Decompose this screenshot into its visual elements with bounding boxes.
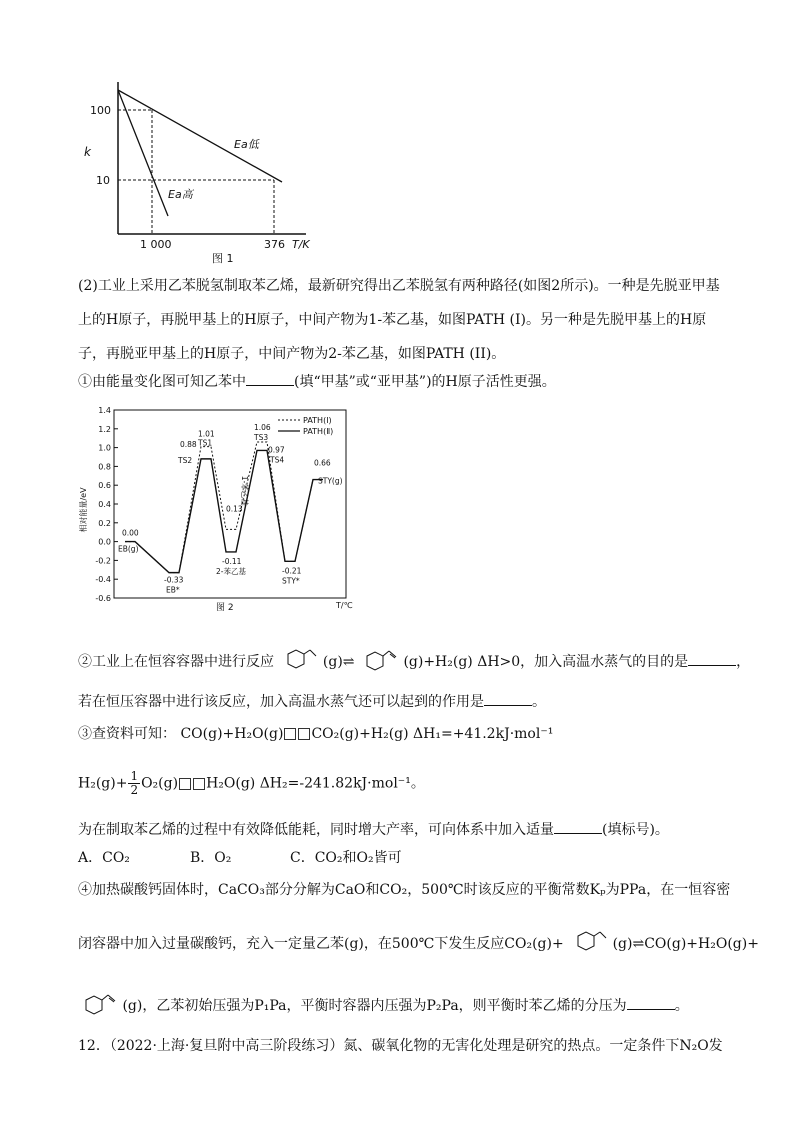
fig1-xlabel: T/K [292, 238, 310, 251]
equilibrium-icon [284, 728, 296, 740]
equilibrium-icon [298, 728, 310, 740]
q4-text-end: 。 [674, 998, 689, 1014]
q3-ask-a: 为在制取苯乙烯的过程中有效降低能耗，同时增大产率，可向体系中加入适量 [78, 822, 554, 838]
question-3-options [78, 848, 402, 868]
q2-text-b: (g)⇌ [322, 654, 355, 670]
question-3-eq2 [78, 770, 425, 797]
chart2-ytick-label: 1.0 [98, 443, 111, 453]
chart2-label-ts2_val: 0.88 [180, 439, 197, 449]
legend-path-1: PATH(Ⅰ) [303, 416, 332, 425]
chart2-label-styp: STY* [282, 576, 300, 586]
chart2-ytick-label: -0.4 [95, 575, 111, 585]
q1-text-b: (填“甲基”或“亚甲基”)的H原子活性更强。 [294, 374, 556, 390]
q3-eq2-end: 。 [410, 775, 425, 792]
fig1-ytick-10: 10 [96, 174, 110, 187]
question-4-line1: ④加热碳酸钙固体时，CaCO₃部分分解为CaO和CO₂，500℃时该反应的平衡常数Kₚ为PPa，在一恒容密 [78, 882, 731, 898]
fig1-xtick-376: 376 [264, 238, 285, 251]
q2-text-a: ②工业上在恒容容器中进行反应 [78, 654, 274, 670]
chart2-caption: 图 2 [216, 603, 234, 613]
chart2-label-int1_val: 0.13 [226, 504, 243, 514]
q2-answer-blank-2[interactable] [484, 693, 532, 706]
q3-answer-blank[interactable] [554, 821, 602, 834]
chart2-label-ts3: TS3 [254, 432, 269, 442]
chart2-label-ebp: EB* [166, 585, 180, 595]
chart2-label-ts2: TS2 [178, 455, 193, 465]
q2-text-l2-end: 。 [532, 694, 546, 710]
chart2-label-ts3_val: 1.06 [254, 422, 271, 432]
ethylbenzene-structure [278, 648, 318, 676]
chart2-ylabel: 相对能量/eV [79, 487, 88, 533]
chart2-label-int1-name: 1-苯乙基 [240, 475, 249, 506]
question-3-ask [78, 820, 669, 840]
q1-text-a: ①由能量变化图可知乙苯中 [78, 374, 246, 390]
chart2-ytick-label: 0.4 [98, 500, 111, 509]
fig1-xtick-1000: 1 000 [140, 238, 172, 251]
fig1-ylabel: k [84, 145, 91, 159]
question-1 [78, 372, 556, 392]
q2-text-c: (g)+H₂(g) ΔH>0，加入高温水蒸气的目的是 [403, 654, 689, 670]
q2-text-l2: 若在恒压容器中进行该反应，加入高温水蒸气还可以起到的作用是 [78, 694, 484, 710]
figure-1 [78, 72, 328, 268]
q3-eq2c: H₂O(g) ΔH₂=-241.82kJ·mol⁻¹ [206, 775, 411, 792]
chart2-label-eb_val: 0.00 [122, 528, 139, 538]
question-4-line2 [78, 930, 759, 958]
fig1-line-low [118, 90, 282, 182]
para2-line1: (2)工业上采用乙苯脱氢制取苯乙烯，最新研究得出乙苯脱氢有两种路径(如图2所示)。一种是先脱亚甲基 [78, 278, 720, 294]
option-b[interactable]: B．O₂ [190, 850, 232, 866]
q1-answer-blank[interactable] [246, 373, 294, 386]
fig1-label-high: Ea高 [168, 188, 193, 201]
chart2-ytick-label: -0.2 [95, 556, 111, 566]
q3-eq2b: O₂(g) [141, 775, 179, 792]
chart2-series-path2 [125, 450, 323, 572]
q3-intro: ③查资料可知： [78, 726, 176, 742]
equilibrium-icon [193, 778, 205, 790]
q3-eq2a: H₂(g)+ [78, 775, 128, 792]
chart2-ytick-label: 1.4 [98, 406, 111, 415]
question-2-line2 [78, 692, 546, 712]
q2-text-end: ， [736, 654, 751, 670]
q4-text-a: 闭容器中加入过量碳酸钙，充入一定量乙苯(g)，在500℃下发生反应CO₂(g)+ [78, 936, 564, 952]
chart2-label-int2_val: -0.11 [222, 556, 242, 566]
q4-answer-blank[interactable] [627, 997, 675, 1010]
figure-2-energy-chart [78, 400, 368, 618]
fig1-line-high [118, 90, 168, 216]
question-12: 12．（2022·上海·复旦附中高三阶段练习）氮、碳氧化物的无害化处理是研究的热点。一定条件下N₂O发 [78, 1038, 723, 1054]
chart2-ytick-label: 0.6 [98, 481, 111, 491]
question-3-eq1 [78, 724, 553, 744]
fig1-label-low: Ea低 [234, 138, 259, 151]
chart2-label-ts4: TS4 [270, 455, 285, 465]
chart2-label-styp_val: -0.21 [282, 566, 302, 576]
chart2-label-ts1_val: 1.01 [198, 429, 215, 439]
q3-eq1b: CO₂(g)+H₂(g) ΔH₁=+41.2kJ·mol⁻¹ [311, 726, 554, 742]
option-c[interactable]: C．CO₂和O₂皆可 [290, 850, 402, 866]
chart2-label-int2: 2-苯乙基 [216, 566, 246, 576]
styrene-structure [359, 648, 399, 676]
q2-answer-blank-1[interactable] [688, 653, 736, 666]
para2-line3: 子，再脱亚甲基上的H原子，中间产物为2-苯乙基，如图PATH (II)。 [78, 346, 506, 362]
chart2-series-path1 [125, 439, 323, 576]
chart2-ytick-label: 0.0 [98, 537, 111, 547]
equilibrium-icon [179, 778, 191, 790]
chart2-label-ebp_val: -0.33 [164, 575, 184, 585]
para2-line2: 上的H原子，再脱甲基上的H原子，中间产物为1-苯乙基，如图PATH (I)。另一种是先脱甲基上的H原 [78, 312, 707, 328]
question-2-line1 [78, 648, 750, 676]
chart2-label-sty: STY(g) [318, 476, 343, 486]
chart2-xlabel: T/℃ [336, 601, 353, 610]
q4-text-c: (g)，乙苯初始压强为P₁Pa，平衡时容器内压强为P₂Pa，则平衡时苯乙烯的分压为 [122, 998, 627, 1014]
fraction-half: $\frac{1}{2}$ [130, 769, 139, 797]
question-4-line3 [78, 992, 689, 1020]
chart2-ytick-label: 0.8 [98, 462, 111, 472]
q3-eq1: CO(g)+H₂O(g) [180, 726, 284, 742]
chart2-label-ts1: TS1 [198, 438, 213, 448]
chart2-ytick-label: 0.2 [98, 518, 111, 528]
chart2-label-sty_val: 0.66 [314, 458, 331, 468]
q4-text-b: (g)⇌CO(g)+H₂O(g)+ [612, 936, 759, 952]
chart2-label-ts4_val: 0.97 [268, 445, 285, 455]
legend-path-2: PATH(Ⅱ) [303, 427, 334, 436]
option-a[interactable]: A．CO₂ [78, 850, 130, 866]
q3-ask-b: (填标号)。 [602, 822, 669, 838]
fig1-ytick-100: 100 [90, 104, 111, 117]
fig1-caption: 图 1 [212, 252, 234, 265]
chart2-label-eb: EB(g) [118, 544, 139, 554]
chart2-ytick-label: -0.6 [95, 594, 111, 603]
styrene-structure [78, 992, 118, 1020]
chart2-ytick-label: 1.2 [98, 424, 111, 434]
ethylbenzene-structure [568, 930, 608, 958]
